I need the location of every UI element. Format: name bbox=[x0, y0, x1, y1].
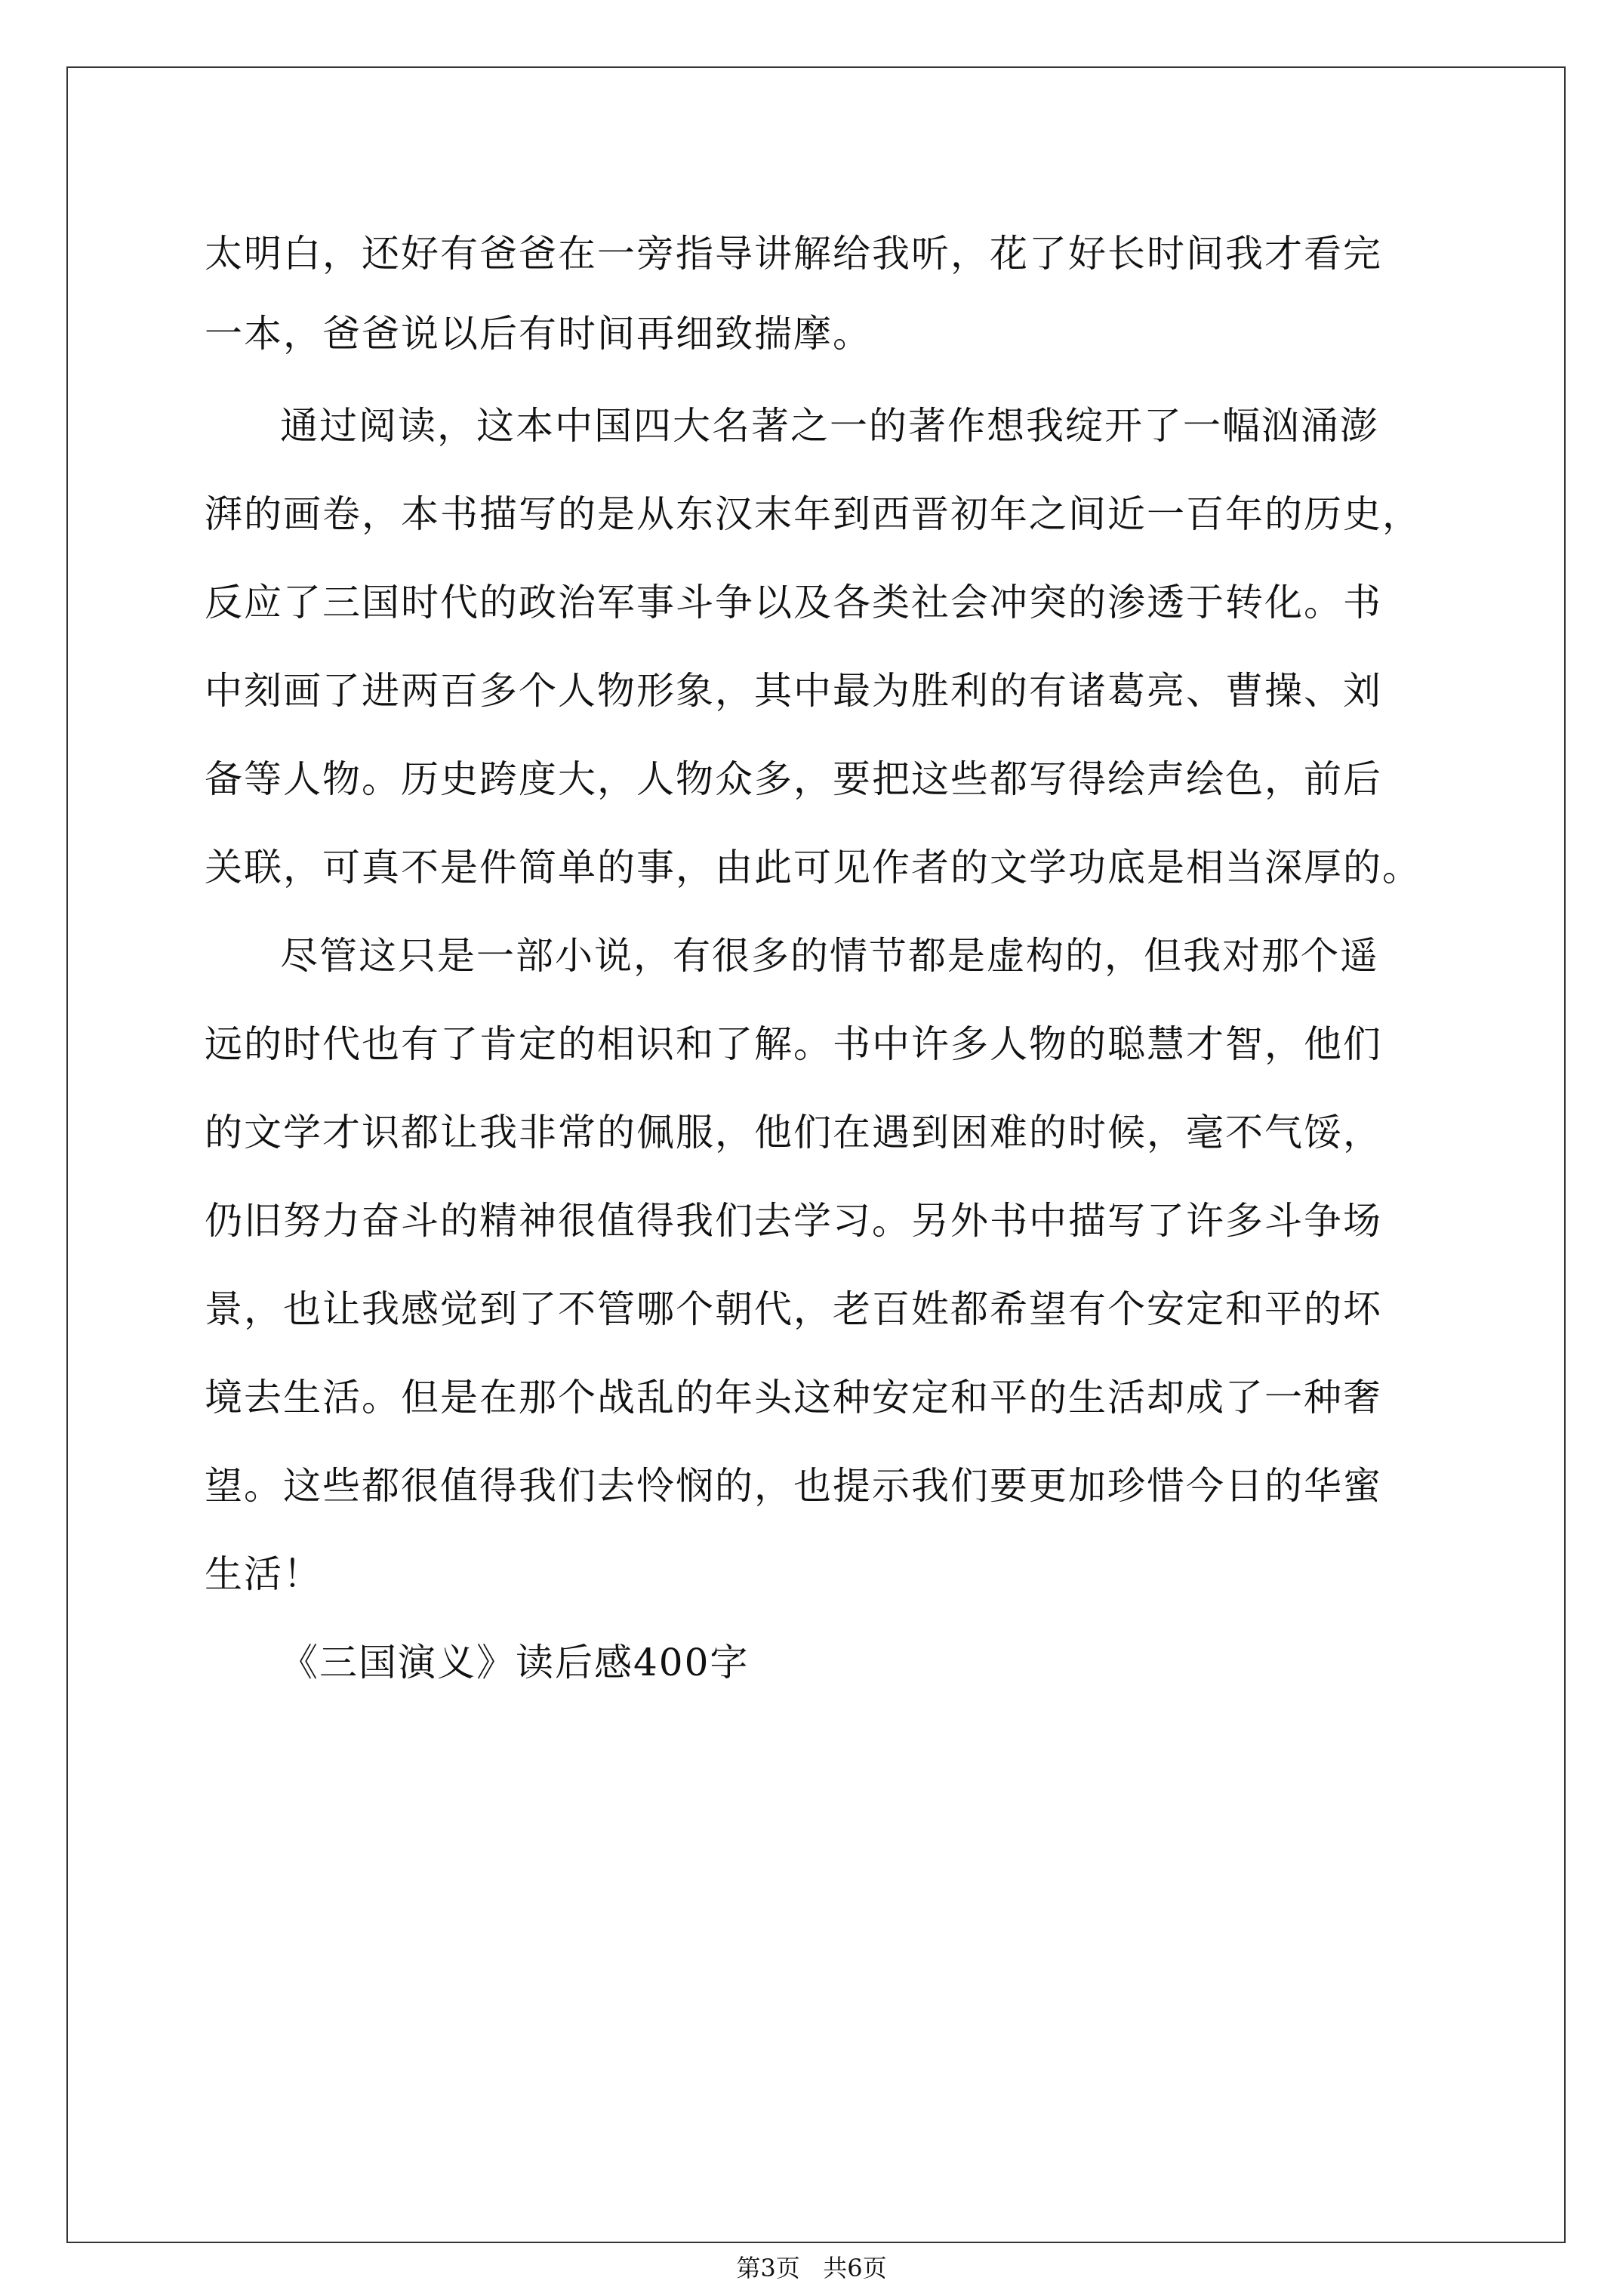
body-line: 关联，可真不是件简单的事，由此可见作者的文学功底是相当深厚的。 bbox=[205, 846, 1421, 889]
section-heading: 《三国演义》读后感400字 bbox=[280, 1641, 750, 1684]
body-line: 湃的画卷，本书描写的是从东汉末年到西晋初年之间近一百年的历史， bbox=[205, 492, 1421, 536]
body-line: 仍旧努力奋斗的精神很值得我们去学习。另外书中描写了许多斗争场 bbox=[205, 1199, 1382, 1243]
body-line: 景，也让我感觉到了不管哪个朝代，老百姓都希望有个安定和平的坏 bbox=[205, 1287, 1382, 1331]
body-line: 生活！ bbox=[205, 1552, 322, 1596]
body-line: 望。这些都很值得我们去怜悯的，也提示我们要更加珍惜今日的华蜜 bbox=[205, 1464, 1382, 1508]
body-line: 的文学才识都让我非常的佩服，他们在遇到困难的时候，毫不气馁， bbox=[205, 1111, 1382, 1154]
body-line: 中刻画了进两百多个人物形象，其中最为胜利的有诸葛亮、曹操、刘 bbox=[205, 669, 1382, 713]
paragraph-start-line: 通过阅读，这本中国四大名著之一的著作想我绽开了一幅汹涌澎 bbox=[280, 404, 1379, 448]
paragraph-start-line: 尽管这只是一部小说，有很多的情节都是虚构的，但我对那个遥 bbox=[280, 934, 1379, 978]
body-line: 太明白，还好有爸爸在一旁指导讲解给我听，花了好长时间我才看完 bbox=[205, 232, 1382, 276]
body-line: 备等人物。历史跨度大，人物众多，要把这些都写得绘声绘色，前后 bbox=[205, 757, 1382, 801]
page-number: 第3页 共6页 bbox=[736, 2254, 887, 2282]
body-line: 境去生活。但是在那个战乱的年头这种安定和平的生活却成了一种奢 bbox=[205, 1376, 1382, 1419]
body-line: 反应了三国时代的政治军事斗争以及各类社会冲突的渗透于转化。书 bbox=[205, 581, 1382, 624]
body-line: 远的时代也有了肯定的相识和了解。书中许多人物的聪慧才智，他们 bbox=[205, 1022, 1382, 1066]
body-line: 一本，爸爸说以后有时间再细致揣摩。 bbox=[205, 312, 872, 356]
